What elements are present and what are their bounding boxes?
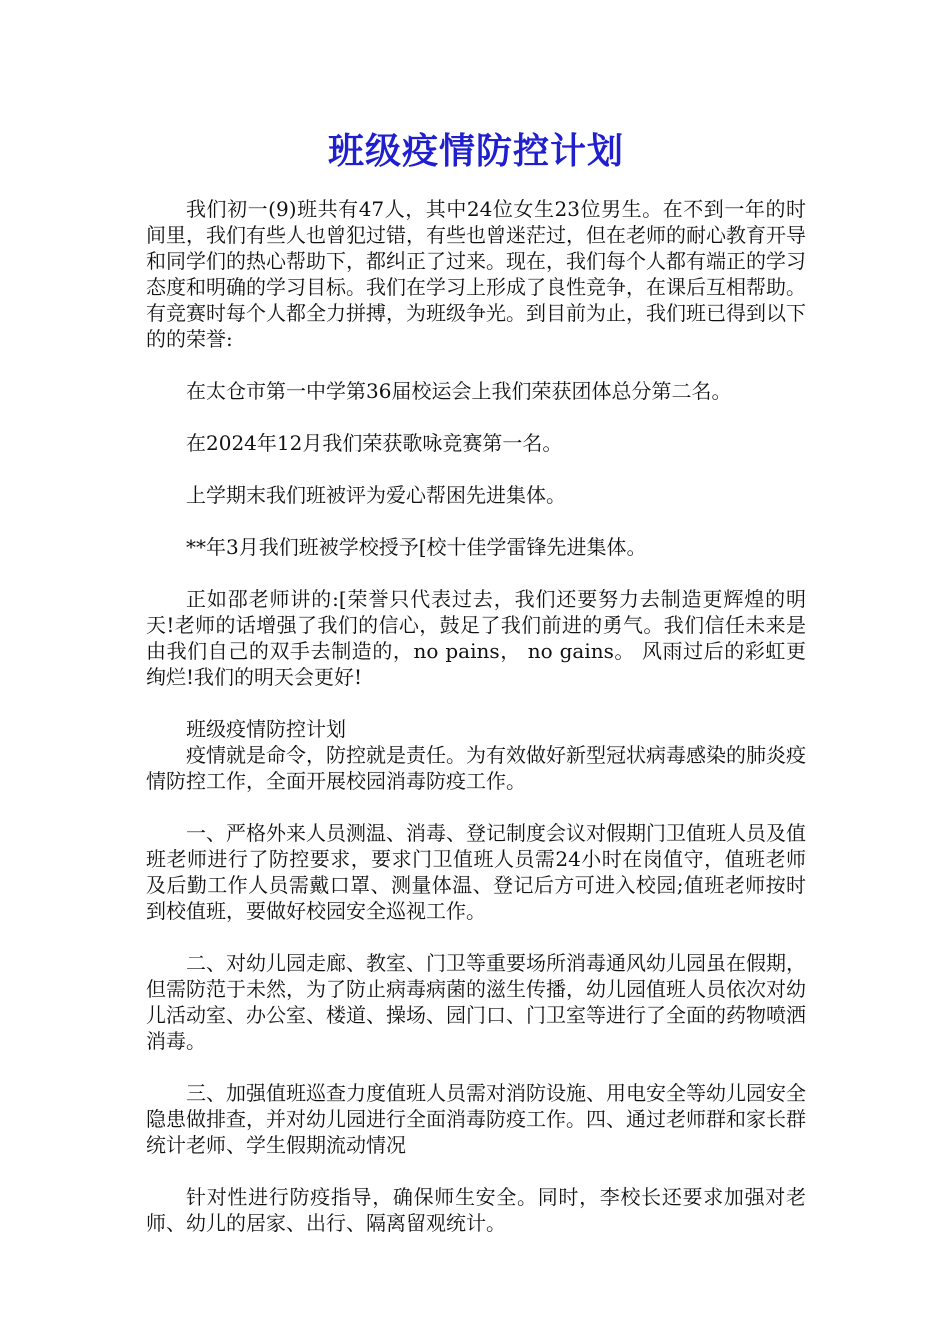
document-page [146,0,806,1236]
section-heading: 班级疫情防控计划 [186,717,346,741]
intro-paragraph: 我们初一(9)班共有47人，其中24位女生23位男生。在不到一年的时间里，我们有些人也曾犯过错，有些也曾迷茫过，但在老师的耐心教育开导和同学们的热心帮助下，都纠正了过来。现在，我们每个人都有端正的学习态度和明确的学习目标。我们在学习上形成了良性竞争，在课后互相帮助。有竞赛时每个人都全力拼搏，为班级争光。到目前为止，我们班已得到以下的的荣誉: [146,197,806,351]
document-title: 班级疫情防控计划 [327,131,624,172]
closing-paragraph: 针对性进行防疫指导，确保师生安全。同时，李校长还要求加强对老师、幼儿的居家、出行、隔离留观统计。 [146,1185,806,1235]
measure-paragraph-1: 一、严格外来人员测温、消毒、登记制度会议对假期门卫值班人员及值班老师进行了防控要求，要求门卫值班人员需24小时在岗值守，值班老师及后勤工作人员需戴口罩、测量体温、登记后方可进入校园;值班老师按时到校值班，要做好校园安全巡视工作。 [146,821,806,923]
honor-item: 上学期末我们班被评为爱心帮困先进集体。 [186,483,566,507]
section-intro-paragraph: 疫情就是命令，防控就是责任。为有效做好新型冠状病毒感染的肺炎疫情防控工作，全面开展校园消毒防疫工作。 [146,743,806,793]
honor-item: 在2024年12月我们荣获歌咏竞赛第一名。 [186,431,563,455]
honor-item: **年3月我们班被学校授予[校十佳学雷锋先进集体。 [186,535,647,559]
teacher-quote-paragraph: 正如邵老师讲的:[荣誉只代表过去，我们还要努力去制造更辉煌的明天!老师的话增强了我们的信心，鼓足了我们前进的勇气。我们信任未来是由我们自己的双手去制造的，no pains， no gains。 风雨过后的彩虹更绚烂!我们的明天会更好! [146,587,806,689]
measure-paragraph-3: 三、加强值班巡查力度值班人员需对消防设施、用电安全等幼儿园安全隐患做排查，并对幼儿园进行全面消毒防疫工作。四、通过老师群和家长群统计老师、学生假期流动情况 [146,1081,806,1157]
measure-paragraph-2: 二、对幼儿园走廊、教室、门卫等重要场所消毒通风幼儿园虽在假期，但需防范于未然，为了防止病毒病菌的滋生传播，幼儿园值班人员依次对幼儿活动室、办公室、楼道、操场、园门口、门卫室等进行了全面的药物喷洒消毒。 [146,951,806,1053]
honor-item: 在太仓市第一中学第36届校运会上我们荣获团体总分第二名。 [186,379,732,403]
